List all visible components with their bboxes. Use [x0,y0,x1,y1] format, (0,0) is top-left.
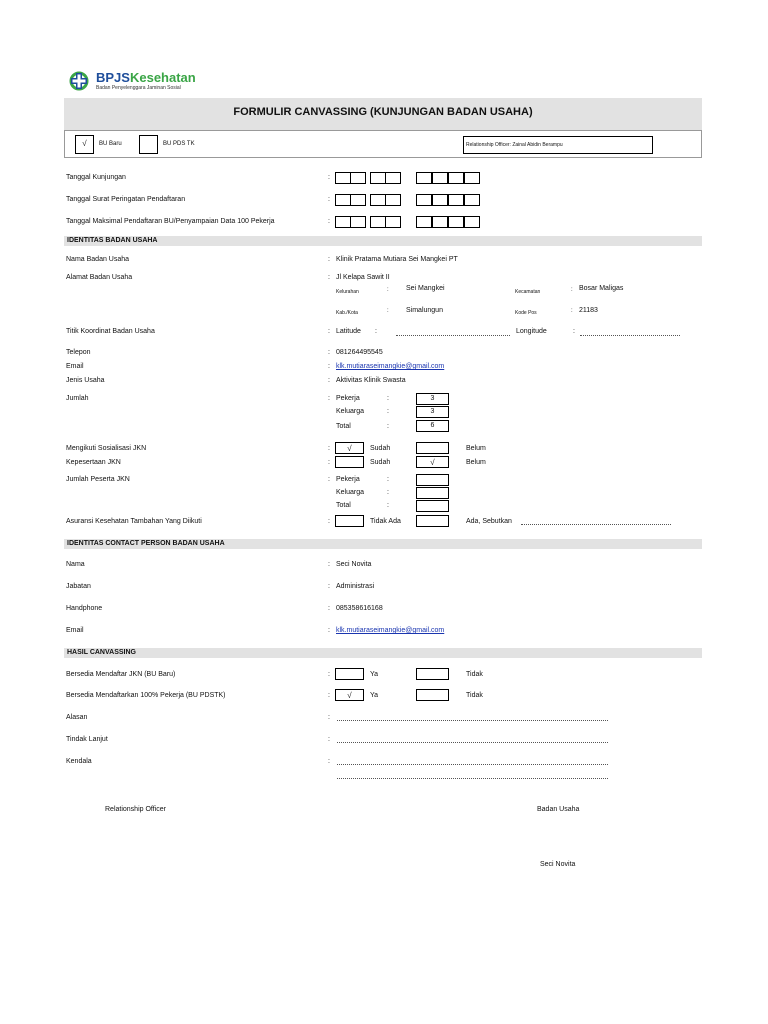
kendala-label: Kendala [66,758,92,765]
longitude-label: Longitude [516,328,547,335]
longitude-value: : [573,328,575,335]
date-3-day-box[interactable] [335,216,351,228]
ada-sebutkan-label: Ada, Sebutkan [466,518,512,525]
sosialisasi-sudah-checkbox[interactable]: √ [335,442,364,454]
cp-jabatan-value: Administrasi [336,583,375,590]
colon: : [387,502,389,509]
colon: : [328,605,330,612]
hasil-canvassing-header: HASIL CANVASSING [64,648,702,658]
sosialisasi-belum-checkbox[interactable] [416,442,449,454]
latitude-line[interactable] [396,335,510,336]
brand-name-bpjs: BPJS [96,70,130,85]
tidak-label: Tidak [466,671,483,678]
tidak-label: Tidak [466,692,483,699]
nama-bu-value: Klinik Pratama Mutiara Sei Mangkei PT [336,256,458,263]
jenis-usaha-label: Jenis Usaha [66,377,105,384]
date-1-year-box[interactable] [448,172,464,184]
colon: : [328,627,330,634]
kode-pos-label: Kode Pos [515,310,537,316]
bpjs-emblem-icon [69,71,89,91]
colon: : [328,218,330,225]
ya-label: Ya [370,692,379,699]
email-label: Email [66,363,84,370]
cp-email-label: Email [66,627,84,634]
kepesertaan-label: Kepesertaan JKN [66,459,121,466]
colon: : [571,308,573,314]
sudah-label: Sudah [370,459,391,466]
date-2-month-box[interactable] [385,194,401,206]
date-1-month-box[interactable] [385,172,401,184]
colon: : [328,377,330,384]
date-1-month-box[interactable] [370,172,386,184]
colon: : [387,287,389,293]
form-title: FORMULIR CANVASSING (KUNJUNGAN BADAN USAHA) [233,106,533,118]
date-3-month-box[interactable] [385,216,401,228]
cp-jabatan-label: Jabatan [66,583,91,590]
bersedia-jkn-ya-checkbox[interactable] [335,668,364,680]
bu-pdstk-checkbox[interactable] [139,135,158,154]
kecamatan-label: Kecamatan [515,289,541,295]
kendala-line-2[interactable] [337,778,608,779]
bersedia-jkn-label: Bersedia Mendaftar JKN (BU Baru) [66,671,176,678]
keluarga-box[interactable]: 3 [416,406,449,418]
colon: : [328,459,330,466]
alamat-value: Jl Kelapa Sawit II [336,274,390,281]
colon: : [328,561,330,568]
bersedia-pekerja-label: Bersedia Mendaftarkan 100% Pekerja (BU PDSTK) [66,692,226,699]
colon: : [328,274,330,281]
date-1-year-box[interactable] [432,172,448,184]
bpjs-logo [69,71,199,93]
colon: : [387,423,389,430]
colon: : [328,476,330,483]
kelurahan-label: Kelurahan [336,289,359,295]
latitude-value: : [375,328,377,335]
peserta-pekerja-box[interactable] [416,474,449,486]
kab-kota-value: Simalungun [406,307,443,314]
identitas-badan-usaha-header: IDENTITAS BADAN USAHA [64,236,702,246]
total-box[interactable]: 6 [416,420,449,432]
colon: : [387,408,389,415]
cp-nama-value: Seci Novita [336,561,372,568]
nama-bu-label: Nama Badan Usaha [66,256,130,263]
colon: : [328,736,330,743]
cp-handphone-value: 085358616168 [336,605,383,612]
sudah-label: Sudah [370,445,391,452]
tanggal-maksimal-label: Tanggal Maksimal Pendaftaran BU/Penyampaian Data 100 Pekerja [66,218,275,225]
ya-label: Ya [370,671,379,678]
kab-kota-label: Kab./Kota [336,310,358,316]
alasan-line[interactable] [337,720,608,721]
telepon-label: Telepon [66,349,91,356]
date-3-year-box[interactable] [448,216,464,228]
date-2-year-box[interactable] [416,194,432,206]
peserta-pekerja-label: Pekerja [336,476,360,483]
brand-tagline: Badan Penyelenggara Jaminan Sosial [96,85,181,91]
signature-bu-name: Seci Novita [540,861,576,868]
bu-baru-checkbox[interactable]: √ [75,135,94,154]
colon: : [328,583,330,590]
peserta-total-box[interactable] [416,500,449,512]
pekerja-label: Pekerja [336,395,360,402]
kepesertaan-belum-checkbox[interactable]: √ [416,456,449,468]
tindak-lanjut-line[interactable] [337,742,608,743]
longitude-line[interactable] [580,335,680,336]
bersedia-jkn-tidak-checkbox[interactable] [416,668,449,680]
colon: : [387,476,389,483]
tidak-ada-checkbox[interactable] [335,515,364,527]
bersedia-pekerja-ya-checkbox[interactable]: √ [335,689,364,701]
date-2-day-box[interactable] [335,194,351,206]
date-3-year-box[interactable] [464,216,480,228]
email-link[interactable]: klk.mutiaraseimangkie@gmail.com [336,363,445,370]
colon: : [328,256,330,263]
jumlah-peserta-label: Jumlah Peserta JKN [66,476,130,483]
kode-pos-value: 21183 [579,307,598,314]
peserta-keluarga-box[interactable] [416,487,449,499]
colon: : [328,174,330,181]
colon: : [328,518,330,525]
pekerja-box[interactable]: 3 [416,393,449,405]
contact-person-header: IDENTITAS CONTACT PERSON BADAN USAHA [64,539,702,549]
tidak-ada-label: Tidak Ada [370,518,401,525]
peserta-total-label: Total [336,502,351,509]
date-3-year-box[interactable] [416,216,432,228]
colon: : [328,395,330,402]
relationship-officer-field[interactable]: Relationship Officer: Zainal Abidin Berampu [463,136,653,154]
latitude-label: Latitude [336,328,361,335]
colon: : [328,445,330,452]
colon: : [328,758,330,765]
kepesertaan-sudah-checkbox[interactable] [335,456,364,468]
bu-baru-label: BU Baru [99,141,122,147]
cp-email-link[interactable]: klk.mutiaraseimangkie@gmail.com [336,627,445,634]
ada-checkbox[interactable] [416,515,449,527]
date-3-month-box[interactable] [370,216,386,228]
date-2-day-box[interactable] [350,194,366,206]
date-2-year-box[interactable] [432,194,448,206]
belum-label: Belum [466,459,486,466]
peserta-keluarga-label: Keluarga [336,489,365,496]
date-3-year-box[interactable] [432,216,448,228]
brand-name-kesehatan: Kesehatan [129,70,196,85]
colon: : [328,349,330,356]
colon: : [328,714,330,721]
total-label: Total [336,423,351,430]
colon: : [328,363,330,370]
colon: : [571,287,573,293]
tanggal-peringatan-label: Tanggal Surat Peringatan Pendaftaran [66,196,186,203]
keluarga-label: Keluarga [336,408,365,415]
asuransi-label: Asuransi Kesehatan Tambahan Yang Diikuti [66,518,202,525]
date-2-year-box[interactable] [448,194,464,206]
colon: : [328,692,330,699]
date-3-day-box[interactable] [350,216,366,228]
colon: : [328,196,330,203]
colon: : [387,308,389,314]
alamat-label: Alamat Badan Usaha [66,274,133,281]
ada-sebutkan-line[interactable] [521,524,671,525]
belum-label: Belum [466,445,486,452]
colon: : [387,489,389,496]
kelurahan-value: Sei Mangkei [406,285,445,292]
jenis-usaha-value: Aktivitas Klinik Swasta [336,377,406,384]
cp-handphone-label: Handphone [66,605,103,612]
jumlah-label: Jumlah [66,395,89,402]
signature-officer-title: Relationship Officer [105,806,166,813]
date-2-year-box[interactable] [464,194,480,206]
date-2-month-box[interactable] [370,194,386,206]
signature-bu-title: Badan Usaha [537,806,580,813]
date-1-year-box[interactable] [416,172,432,184]
colon: : [328,671,330,678]
kecamatan-value: Bosar Maligas [579,285,624,292]
telepon-value: 081264495545 [336,349,383,356]
kendala-line[interactable] [337,764,608,765]
tindak-lanjut-label: Tindak Lanjut [66,736,108,743]
koordinat-label: Titik Koordinat Badan Usaha [66,328,155,335]
date-1-day-box[interactable] [350,172,366,184]
colon: : [387,395,389,402]
tanggal-kunjungan-label: Tanggal Kunjungan [66,174,126,181]
date-1-day-box[interactable] [335,172,351,184]
bu-pdstk-label: BU PDS TK [163,141,195,147]
colon: : [328,328,330,335]
cp-nama-label: Nama [66,561,85,568]
alasan-label: Alasan [66,714,88,721]
sosialisasi-label: Mengikuti Sosialisasi JKN [66,445,147,452]
bersedia-pekerja-tidak-checkbox[interactable] [416,689,449,701]
date-1-year-box[interactable] [464,172,480,184]
